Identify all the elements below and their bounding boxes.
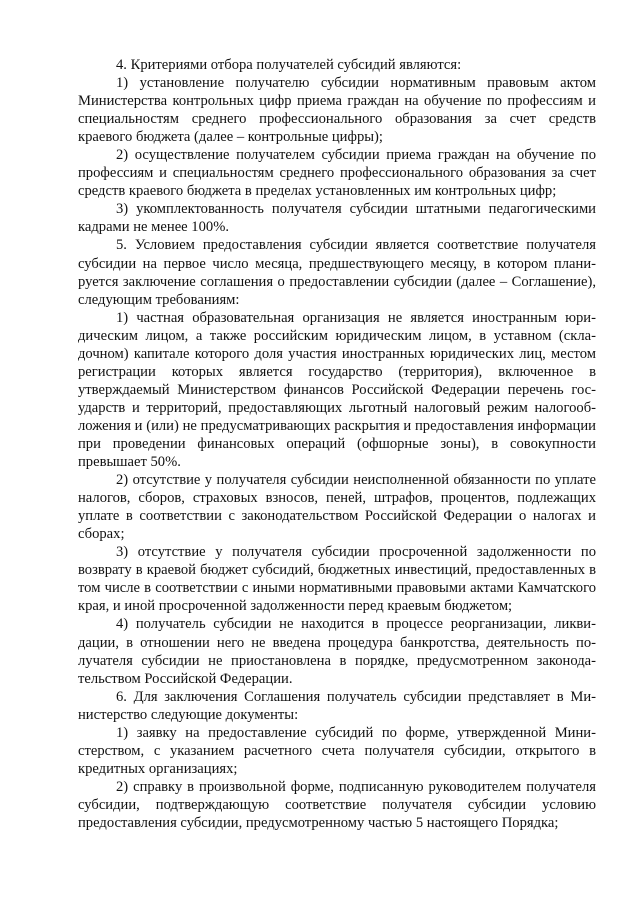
paragraph-requirement-3: 3) отсутствие у получателя субсидии просроченной задолженности по возврату в краевой бюджет субсидий, бюджетных инвестиций, предоставленных в том числе в соответствии с иными нормативными правовыми актами Камчатского края, и иной просроченной задолженности перед краевым бюджетом; — [78, 544, 596, 615]
paragraph-document-2: 2) справку в произвольной форме, подписанную руководителем получателя субсидии, подтверждающую соответствие получателя субсидии условию предоставления субсидии, предусмотренному частью 5 настоящего Порядка; — [78, 778, 596, 831]
paragraph-criteria-heading: 4. Критериями отбора получателей субсидий являются: — [116, 57, 462, 73]
document-body — [78, 56, 596, 832]
paragraph-condition-heading: 5. Условием предоставления субсидии является соответствие получателя субсидии на первое число месяца, предшествующего месяцу, в котором планируется заключение соглашения о предоставлении субсидии (далее – Соглашение), следующим требованиям: — [78, 237, 596, 308]
paragraph-criterion-1: 1) установление получателю субсидии нормативным правовым актом Министерства контрольных цифр приема граждан на обучение по профессиям и специальностям среднего профессионального образования за счет средств краевого бюджета (далее – контрольные цифры); — [78, 75, 596, 146]
paragraph-criterion-2: 2) осуществление получателем субсидии приема граждан на обучение по профессиям и специальностям среднего профессионального образования за счет средств краевого бюджета в пределах установленных им контрольных цифр; — [78, 147, 596, 200]
paragraph-requirement-1: 1) частная образовательная организация не является иностранным юридическим лицом, а также российским юридическим лицом, в уставном (складочном) капитале которого доля участия иностранных юридических лиц, местом регистрации которых является государство (территория), включенное в утверждаемый Министерством финансов Российской Федерации перечень государств и территорий, предоставляющих льготный налоговый режим налогообложения и (или) не предусматривающих раскрытия и предоставления информации при проведении финансовых операций (офшорные зоны), в совокупности превышает 50%. — [78, 309, 596, 471]
paragraph-requirement-4: 4) получатель субсидии не находится в процессе реорганизации, ликвидации, в отношении него не введена процедура банкротства, деятельность получателя субсидии не приостановлена в порядке, предусмотренном законодательством Российской Федерации. — [78, 616, 596, 687]
paragraph-document-1: 1) заявку на предоставление субсидий по форме, утвержденной Министерством, с указанием расчетного счета получателя субсидии, открытого в кредитных организациях; — [78, 724, 596, 777]
paragraph-requirement-2: 2) отсутствие у получателя субсидии неисполненной обязанности по уплате налогов, сборов, страховых взносов, пеней, штрафов, процентов, подлежащих уплате в соответствии с законодательством Российской Федерации о налогах и сборах; — [78, 472, 596, 543]
paragraph-documents-heading: 6. Для заключения Соглашения получатель субсидии представляет в Министерство следующие документы: — [78, 688, 596, 723]
paragraph-criterion-3: 3) укомплектованность получателя субсидии штатными педагогическими кадрами не менее 100%. — [78, 201, 596, 236]
